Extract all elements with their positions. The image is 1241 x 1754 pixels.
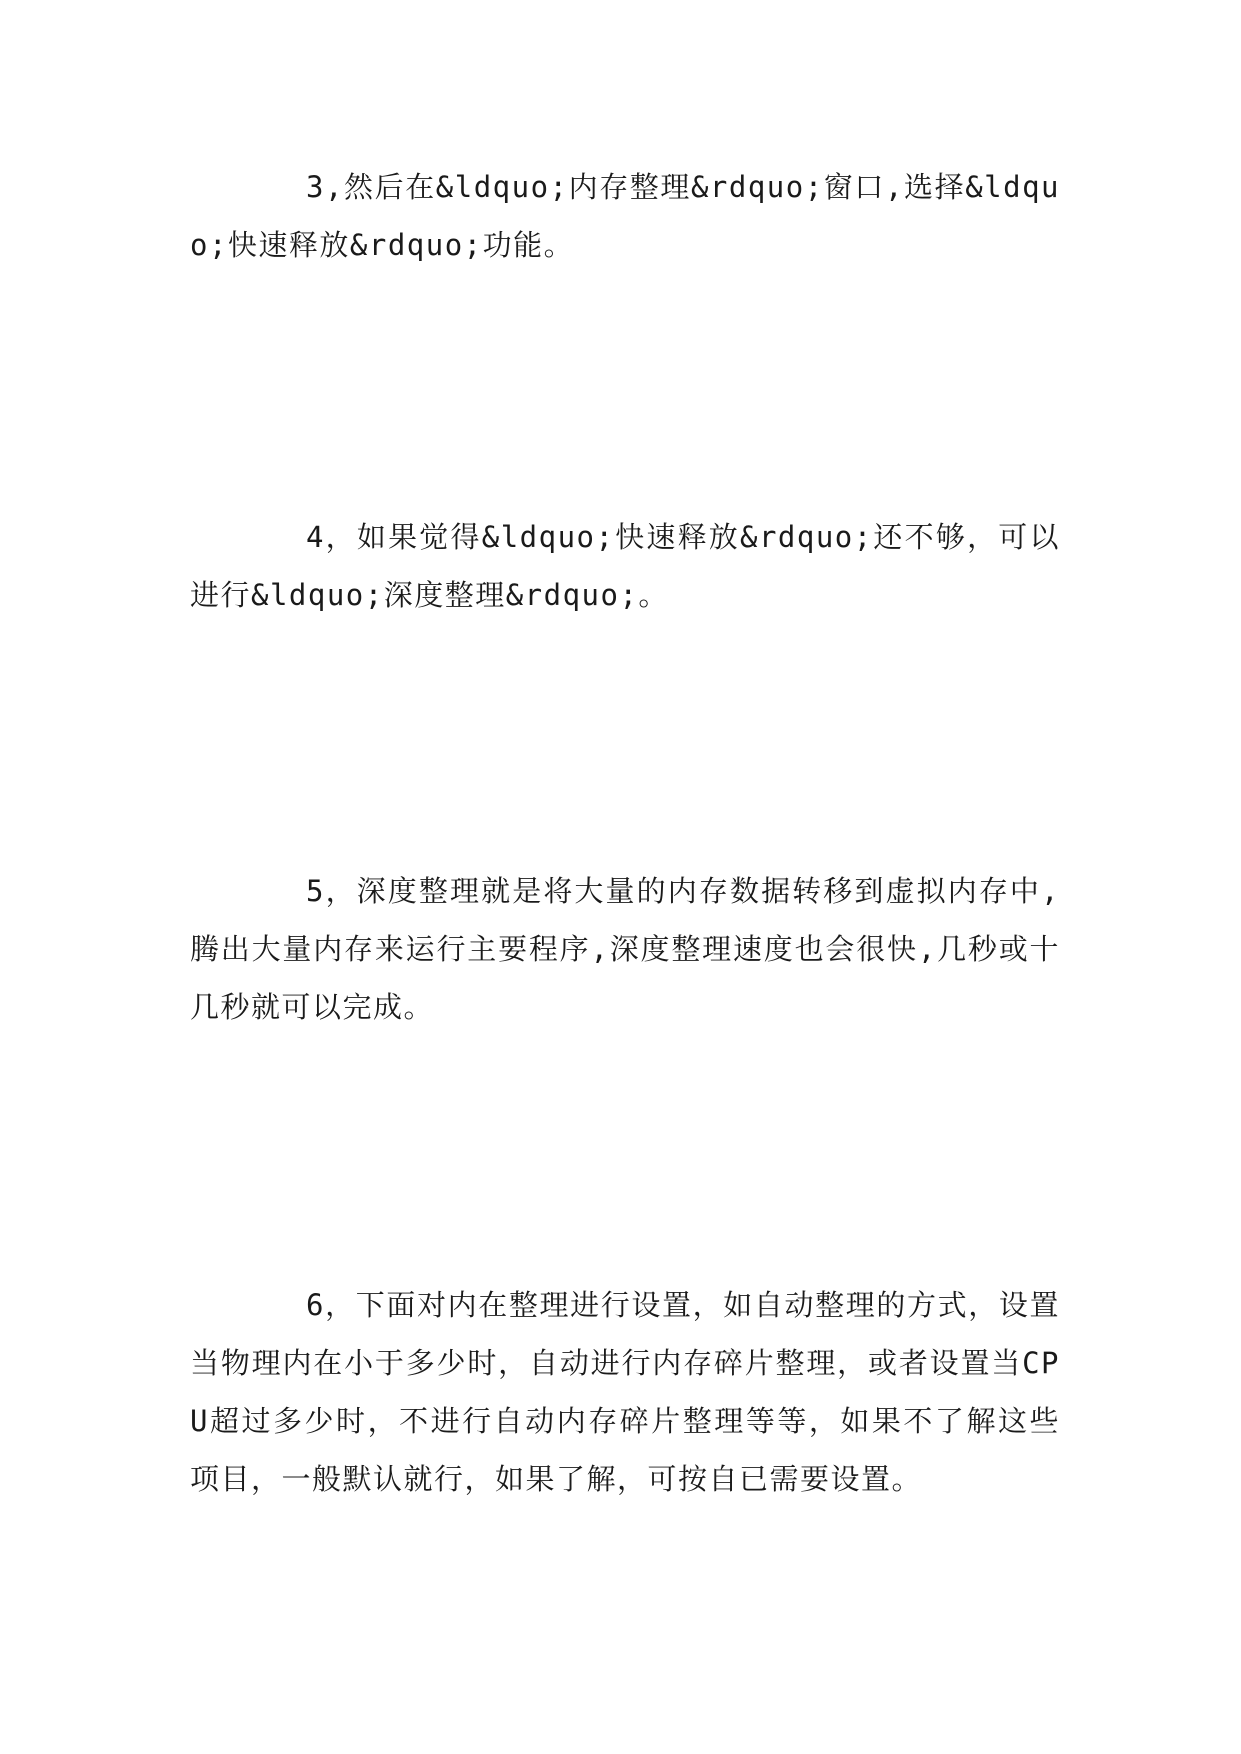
paragraph-step-4: 4，如果觉得&ldquo;快速释放&rdquo;还不够，可以进行&ldquo;深度整理&rdquo;。	[190, 520, 1060, 612]
paragraph-step-3: 3,然后在&ldquo;内存整理&rdquo;窗口,选择&ldquo;快速释放&rdquo;功能。	[190, 170, 1060, 262]
paragraph-step-6: 6，下面对内在整理进行设置，如自动整理的方式，设置当物理内在小于多少时，自动进行内存碎片整理，或者设置当CPU超过多少时，不进行自动内存碎片整理等等，如果不了解这些项目，一般默认就行，如果了解，可按自已需要设置。	[190, 1288, 1060, 1496]
paragraph-step-5: 5，深度整理就是将大量的内存数据转移到虚拟内存中,腾出大量内存来运行主要程序,深度整理速度也会很快,几秒或十几秒就可以完成。	[190, 874, 1060, 1024]
